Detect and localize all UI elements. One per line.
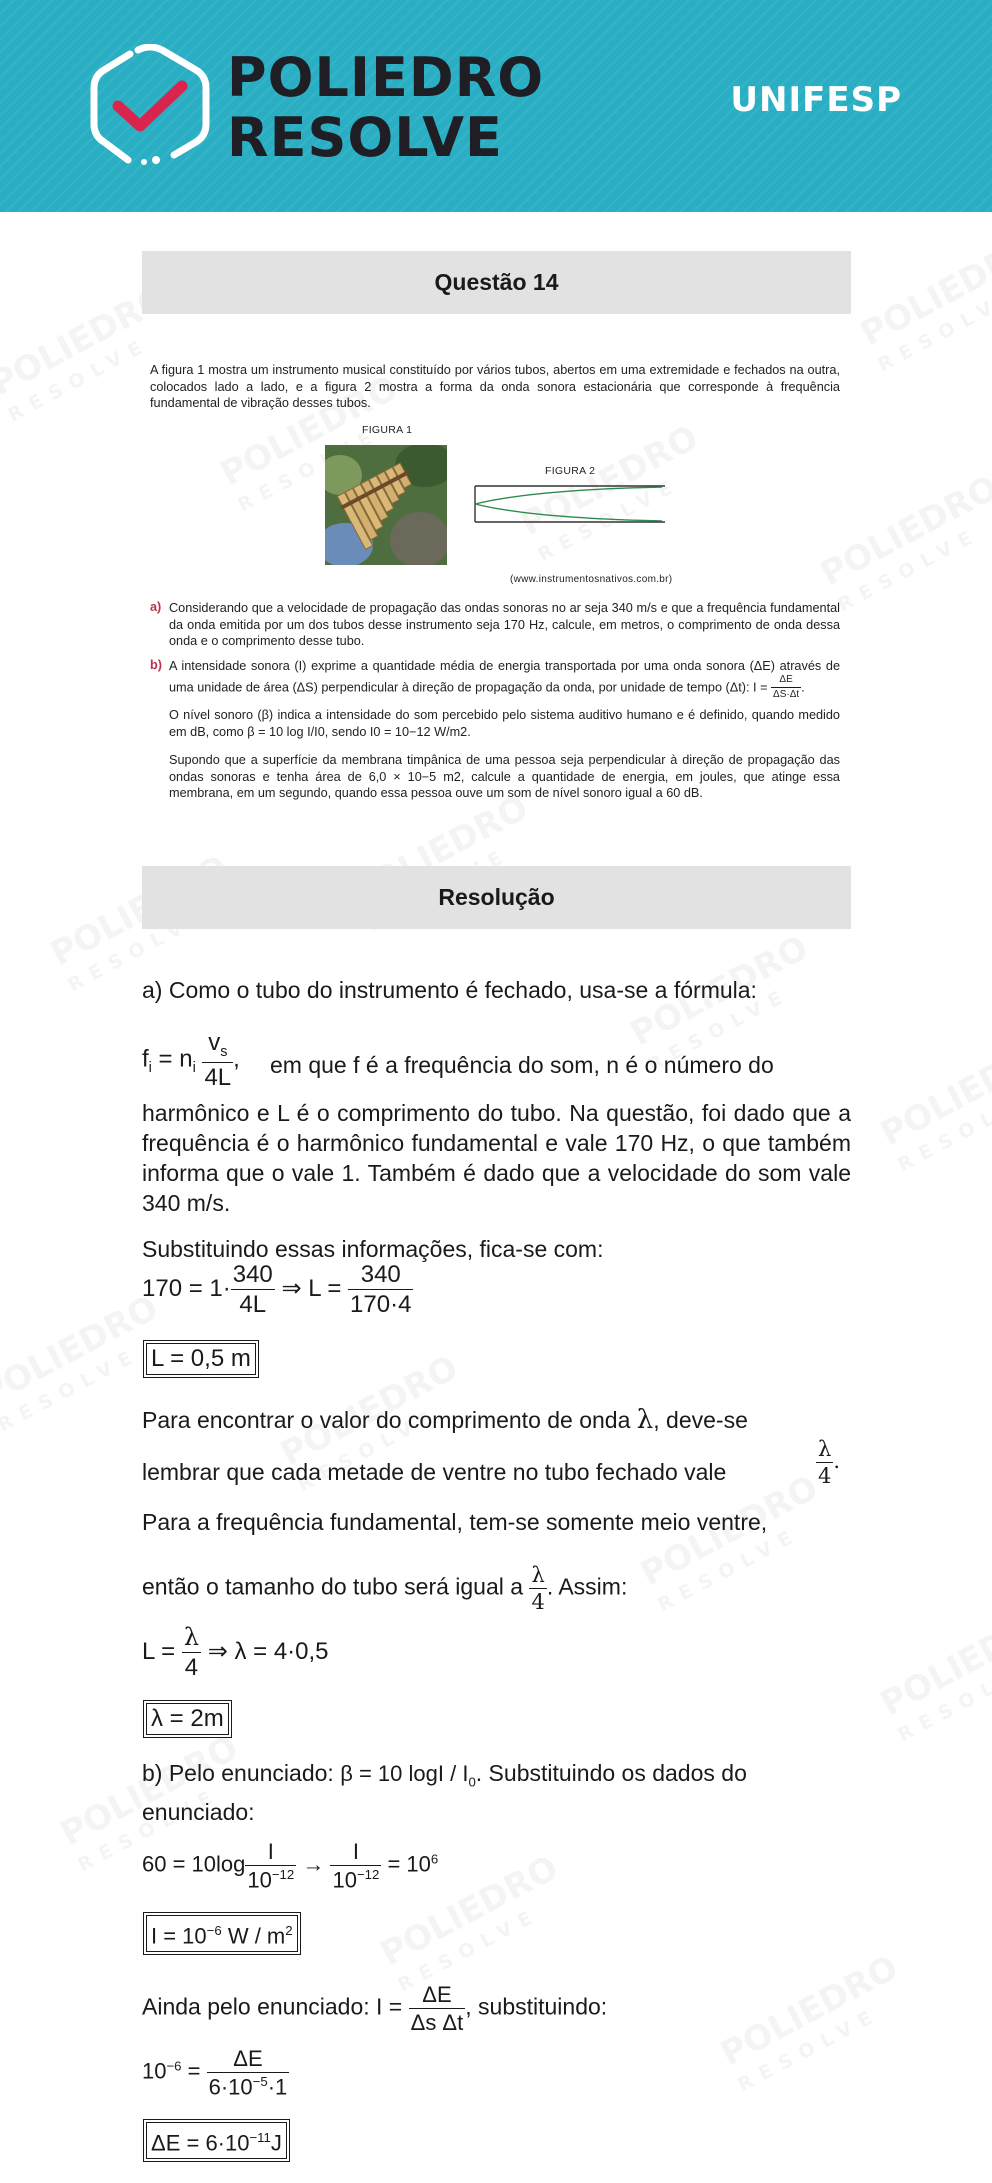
watermark (715, 1950, 919, 2101)
result-length: L = 0,5 m (146, 1343, 256, 1375)
watermark (635, 1470, 839, 1621)
item-b-text-1: A intensidade sonora (I) exprime a quantidade média de energia transportada por uma onda sonora (ΔE) através de uma unidade de área (ΔS) perpendicular à direção de propagação da onda, por unidade de tempo (Δt): I = $\frac{\Delta E}{\Delta S\cdot\Delta t}$ . (169, 659, 840, 700)
brand-line-1: POLIEDRO (227, 46, 545, 109)
equation-energy: $10^{-6}$ = $\frac{\Delta E}{6\cdot 10^{-5}\cdot 1}$ (142, 2046, 288, 2100)
lambda-over-four: $\frac{\lambda}{4}$ . (818, 1437, 841, 1489)
image-source: (www.instrumentosnativos.com.br) (510, 574, 673, 585)
resolution-b-p1c: enunciado: (142, 1799, 255, 1825)
item-b-text-2: O nível sonoro (β) indica a intensidade do som percebido pelo sistema auditivo humano e é definido, quando medido em dB, como β = 10 log I/I0, sendo I0 = 10−12 W/m2. (169, 708, 840, 739)
question-title-bar (142, 251, 851, 314)
resolution-title: Resolução (438, 884, 555, 910)
question-title: Questão 14 (434, 269, 559, 295)
resolution-a-p5: Para a frequência fundamental, tem-se somente meio ventre, (142, 1509, 768, 1535)
brand-line-2: RESOLVE (227, 106, 503, 169)
pan-flute-photo (325, 445, 447, 565)
question-intro: A figura 1 mostra um instrumento musical constituído por vários tubos, abertos em uma extremidade e fechados na outra, colocados lado a lado, e a figura 2 mostra a forma da onda sonora estacionária que corresponde à frequência fundamental de vibração desses tubos. (150, 363, 840, 410)
resolution-a-p2: Substituindo essas informações, fica-se com: (142, 1236, 604, 1262)
result-energy: $\Delta E = 6\cdot 10^{-11}J$ (146, 2122, 287, 2159)
resolution-b-p2: Ainda pelo enunciado: I = $\frac{\Delta E}{\text{Δs Δt}}$ , substituindo: (142, 1982, 608, 2036)
watermark (875, 1030, 992, 1181)
resolution-b-p1: b) Pelo enunciado: β = 10 logI / $I_0$. Substituindo os dados do (142, 1760, 747, 1790)
item-b-label: b) (150, 658, 162, 672)
header-banner (0, 0, 992, 212)
equation-lambda: L = $\frac{\lambda}{4}$ ⇒ λ = 4·0,5 (142, 1623, 329, 1682)
resolution-a-p1-inline: em que f é a frequência do som, n é o número do (270, 1052, 774, 1078)
figure-1-caption: FIGURA 1 (362, 424, 413, 436)
equation-intensity: 60 = 10log $\frac{I}{10^{-12}}$ → $\frac{I}{10^{-12}}$ = $10^6$ (142, 1839, 439, 1893)
standing-wave-diagram (472, 482, 668, 526)
watermark (815, 470, 992, 621)
resolution-a-p1: harmônico e L é o comprimento do tubo. Na questão, foi dado que a frequência é o harmônico fundamental e vale 170 Hz, o que também informa que o vale 1. Também é dado que a velocidade do som vale 340 m/s. (142, 1100, 851, 1216)
exam-name: UNIFESP (730, 80, 902, 120)
resolution-a-p3: Para encontrar o valor do comprimento de onda λ, deve-se (142, 1405, 748, 1435)
watermark (875, 1600, 992, 1751)
pan-flute-illustration (325, 445, 447, 565)
result-intensity: $I = 10^{-6}$ W / $m^2$ (146, 1915, 298, 1952)
equation-length: 170 = 1· $\frac{340}{4L}$ ⇒ L = $\frac{340}{170\cdot 4}$ (142, 1261, 412, 1319)
result-lambda: λ = 2m (146, 1703, 229, 1735)
item-a-text: Considerando que a velocidade de propagação das ondas sonoras no ar seja 340 m/s e que a frequência fundamental da onda emitida por um dos tubos desse instrumento seja 170 Hz, calcule, em metros, o comprimento de onda dessa onda e o comprimento desse tubo. (169, 601, 840, 648)
figure-2-caption: FIGURA 2 (545, 465, 596, 477)
resolution-title-bar (142, 866, 851, 929)
resolution-a-intro: a) Como o tubo do instrumento é fechado, usa-se a fórmula: (142, 977, 757, 1003)
intensity-fraction: $\frac{\Delta E}{\Delta S\cdot\Delta t}$ (773, 673, 800, 700)
checkmark-hexagon-icon (90, 44, 210, 168)
item-a-label: a) (150, 600, 162, 614)
item-b-text-3: Supondo que a superfície da membrana timpânica de uma pessoa seja perpendicular à direção de propagação das ondas sonoras e tenha área de 6,0 × 10−5 m2, calcule a quantidade de energia, em joules, que atinge essa membrana, em um segundo, quando essa pessoa ouve um som de nível sonoro igual a 60 dB. (169, 753, 840, 800)
formula-frequency: $f_i = n_i$ $\frac{v_s}{4L}$ , (142, 1029, 240, 1091)
watermark (855, 230, 992, 381)
resolution-a-p4: lembrar que cada metade de ventre no tubo fechado vale (142, 1459, 727, 1485)
brand-logotype (227, 48, 544, 168)
resolution-a-p6: então o tamanho do tubo será igual a $\frac{\lambda}{4}$ . Assim: (142, 1563, 628, 1615)
